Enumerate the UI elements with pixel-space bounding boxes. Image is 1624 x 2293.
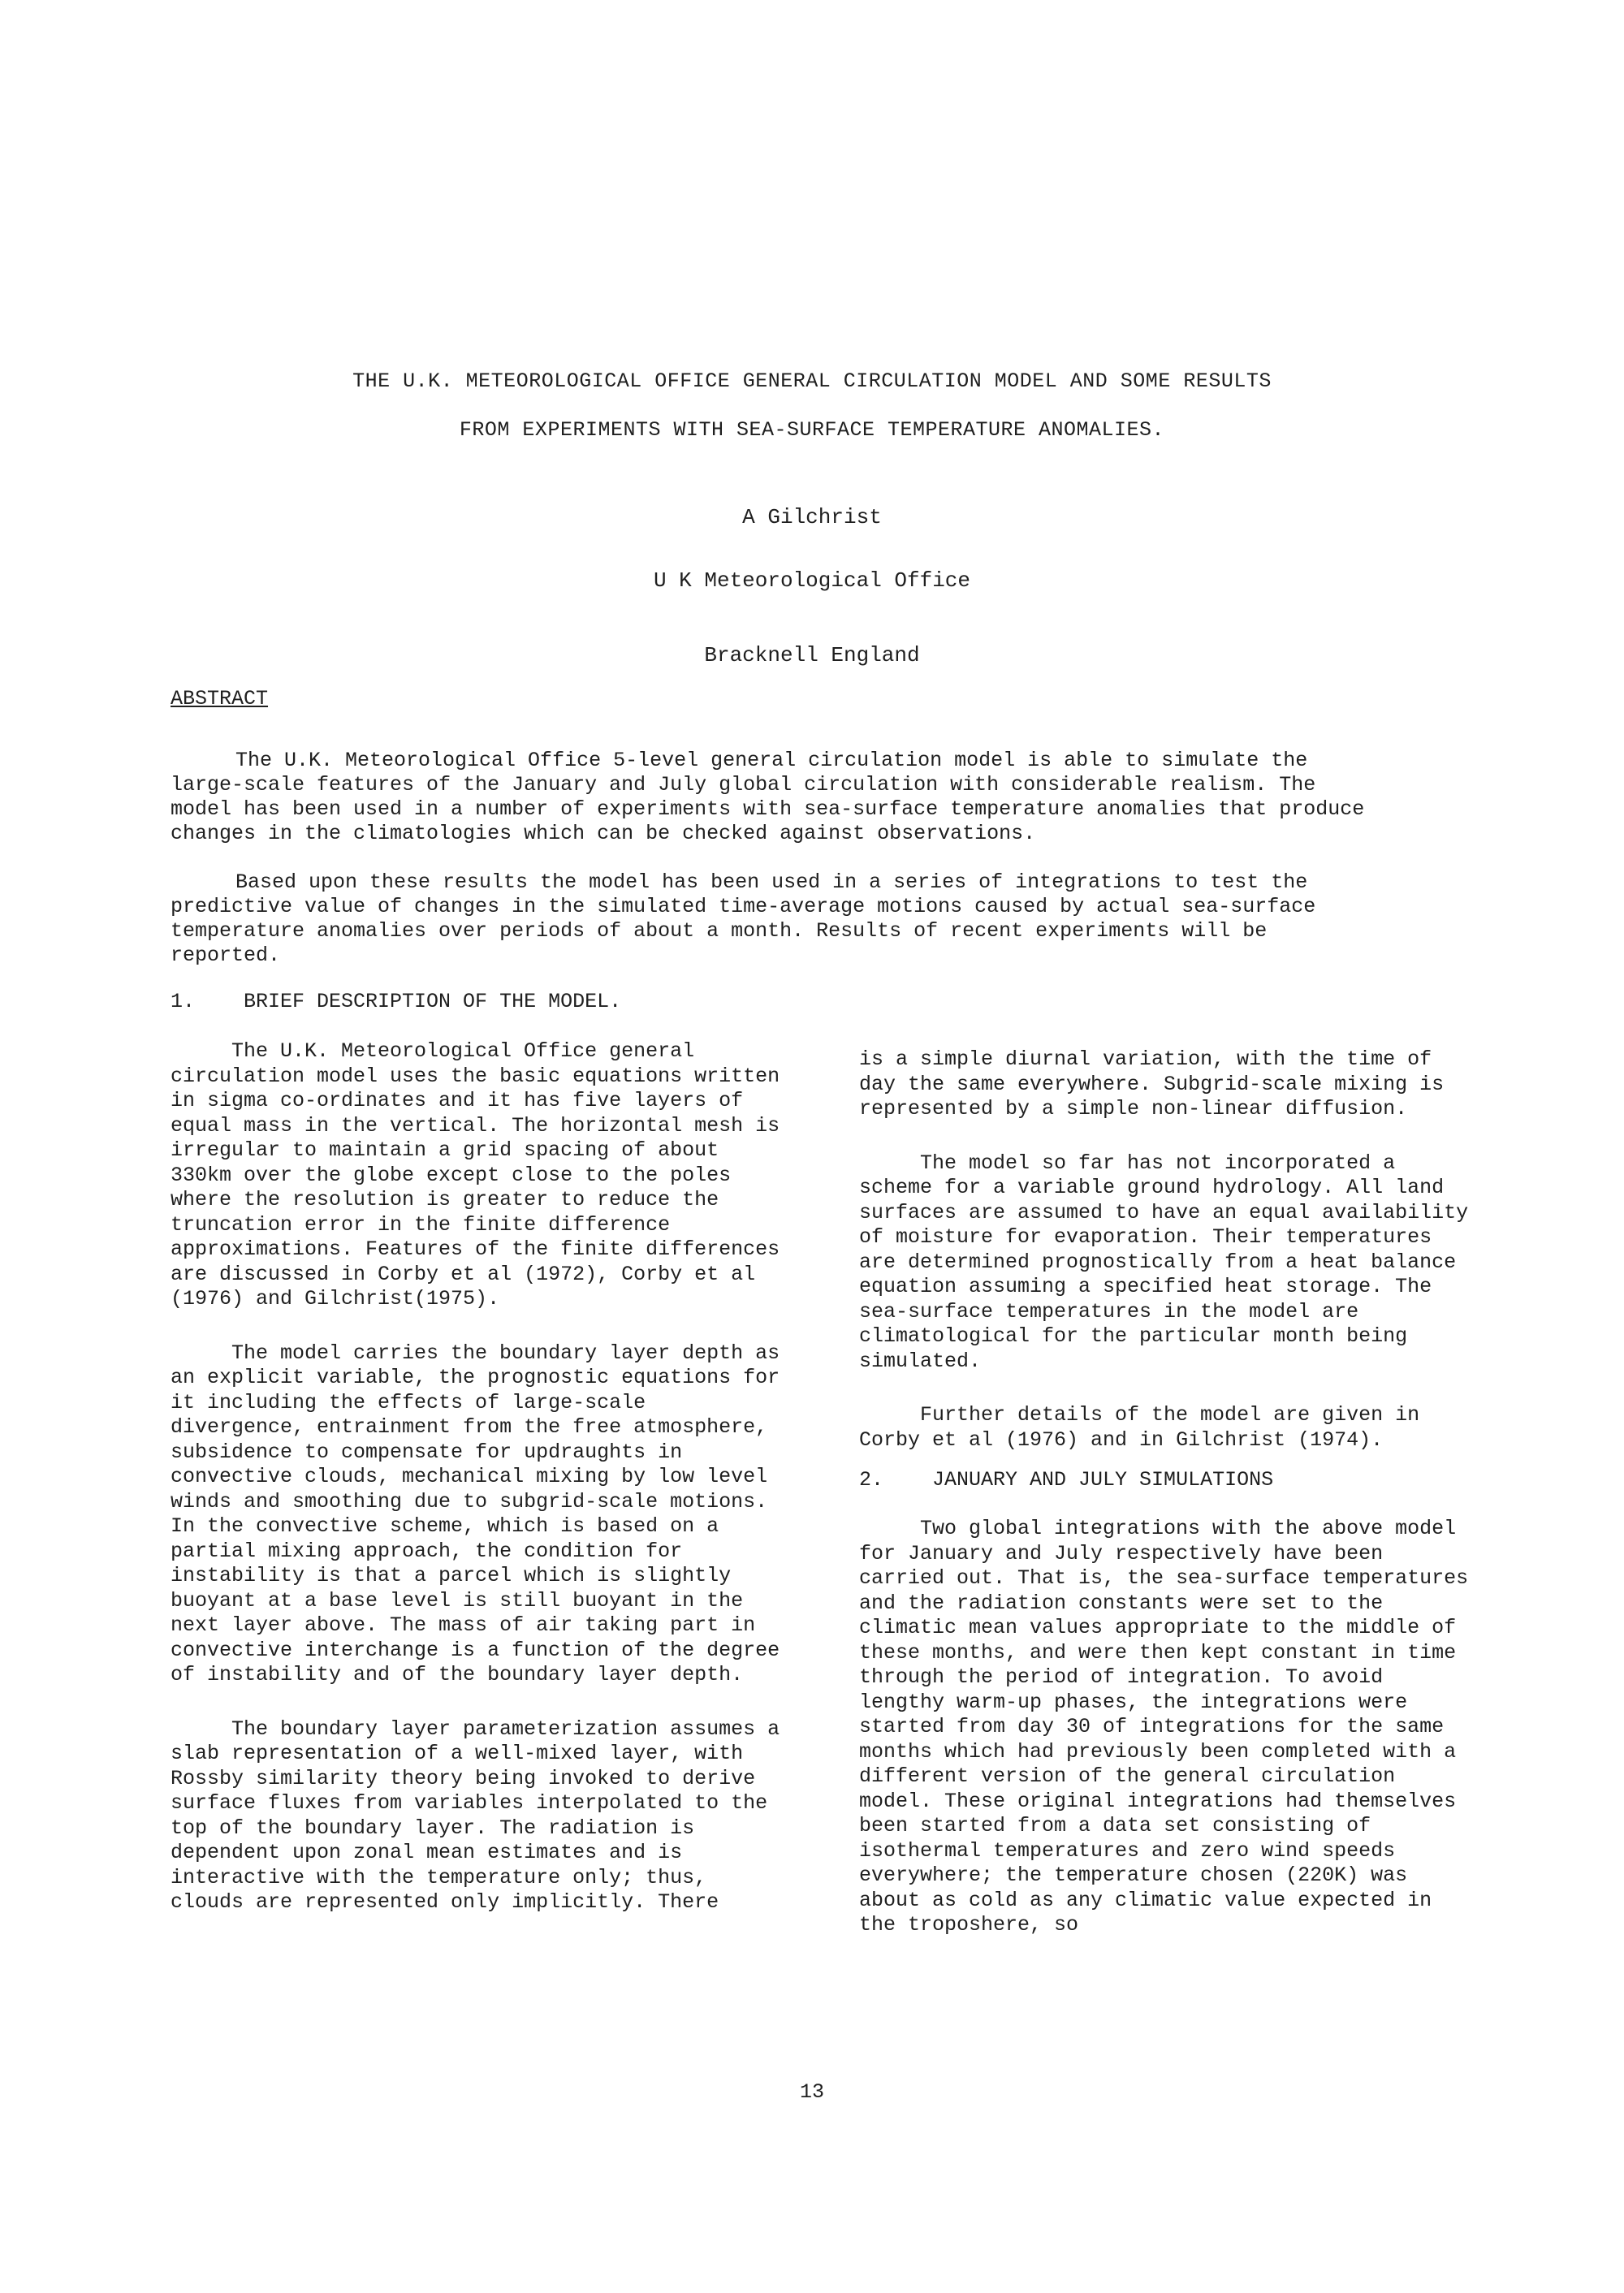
section-heading-simulations: 2. JANUARY AND JULY SIMULATIONS	[859, 1468, 1274, 1492]
body-paragraph: The model so far has not incorporated a scheme for a variable ground hydrology. All land surfaces are assumed to have an equal availability of moisture for evaporation. Their temperatures are determined prognostically from a heat balance equation assuming a specified heat storage. The sea-surface temperatures in the model are climatological for the particular month being simulated.	[859, 1151, 1469, 1373]
paper-title-line-2: FROM EXPERIMENTS WITH SEA-SURFACE TEMPERATURE ANOMALIES.	[459, 418, 1165, 442]
author-affiliation: U K Meteorological Office	[653, 568, 971, 593]
body-paragraph: The boundary layer parameterization assumes a slab representation of a well-mixed layer, with Rossby similarity theory being invoked to derive surface fluxes from variables interpolated to the top of the boundary layer. The radiation is dependent upon zonal mean estimates and is interactive with the temperature only; thus, clouds are represented only implicitly. There	[171, 1717, 780, 1914]
body-paragraph: Two global integrations with the above model for January and July respectively have been carried out. That is, the sea-surface temperatures and the radiation constants were set to the climatic mean values appropriate to the middle of these months, and were then kept constant in time through the period of integration. To avoid lengthy warm-up phases, the integrations were started from day 30 of integrations for the same months which had previously been completed with a different version of the general circulation model. These original integrations had themselves been started from a data set consisting of isothermal temperatures and zero wind speeds everywhere; the temperature chosen (220K) was about as cold as any climatic value expected in the troposhere, so	[859, 1517, 1469, 1937]
abstract-paragraph: The U.K. Meteorological Office 5-level general circulation model is able to simulate the large-scale features of the January and July global circulation with considerable realism. The model has been used in a number of experiments with sea-surface temperature anomalies that produce changes in the climatologies which can be checked against observations.	[171, 749, 1365, 845]
body-paragraph: The U.K. Meteorological Office general circulation model uses the basic equations written in sigma co-ordinates and it has five layers of equal mass in the vertical. The horizontal mesh is irregular to maintain a grid spacing of about 330km over the globe except close to the poles where the resolution is greater to reduce the truncation error in the finite difference approximations. Features of the finite differences are discussed in Corby et al (1972), Corby et al (1976) and Gilchrist(1975).	[171, 1039, 780, 1311]
right-text-column-bottom	[859, 1517, 1476, 1967]
section-heading-model-description: 1. BRIEF DESCRIPTION OF THE MODEL.	[171, 990, 622, 1013]
left-text-column	[171, 1039, 788, 1945]
body-paragraph: The model carries the boundary layer depth as an explicit variable, the prognostic equations for it including the effects of large-scale divergence, entrainment from the free atmosphere, subsidence to compensate for updraughts in convective clouds, mechanical mixing by low level winds and smoothing due to subgrid-scale motions. In the convective scheme, which is based on a partial mixing approach, the condition for instability is that a parcel which is slightly buoyant at a base level is still buoyant in the next layer above. The mass of air taking part in convective interchange is a function of the degree of instability and of the boundary layer depth.	[171, 1341, 780, 1686]
right-text-column-top	[859, 1047, 1476, 1482]
abstract-heading: ABSTRACT	[171, 687, 269, 710]
abstract-paragraph: Based upon these results the model has been used in a series of integrations to test the predictive value of changes in the simulated time-average motions caused by actual sea-surface temperature anomalies over periods of about a month. Results of recent experiments will be reported.	[171, 870, 1316, 967]
body-paragraph: is a simple diurnal variation, with the time of day the same everywhere. Subgrid-scale mixing is represented by a simple non-linear diffusion.	[859, 1047, 1445, 1121]
page-number: 13	[799, 2080, 824, 2104]
author-name: A Gilchrist	[742, 505, 882, 529]
author-location: Bracknell England	[704, 643, 920, 667]
body-paragraph: Further details of the model are given in Corby et al (1976) and in Gilchrist (1974).	[859, 1403, 1420, 1452]
paper-title-line-1: THE U.K. METEOROLOGICAL OFFICE GENERAL CIRCULATION MODEL AND SOME RESULTS	[352, 369, 1272, 393]
